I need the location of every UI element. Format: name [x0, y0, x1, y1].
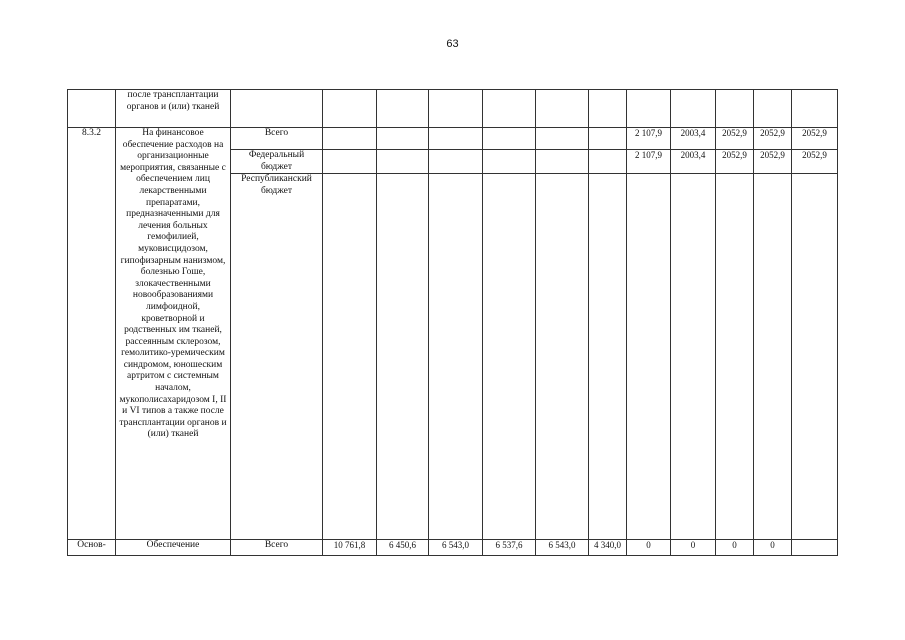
cell-value [323, 128, 377, 150]
cell-value [671, 174, 716, 540]
cell-name: после трансплантации органов и (или) тканей [116, 90, 231, 128]
cell-value: 2052,9 [754, 150, 792, 174]
cell-num [68, 90, 116, 128]
cell-value [483, 128, 536, 150]
cell-value [323, 174, 377, 540]
cell-value: 0 [716, 540, 754, 556]
cell-source: Всего [231, 540, 323, 556]
cell-value [377, 150, 429, 174]
cell-value: 2003,4 [671, 150, 716, 174]
cell-value [589, 174, 627, 540]
cell-value: 0 [671, 540, 716, 556]
cell-value: 2 107,9 [627, 150, 671, 174]
cell-value [429, 90, 483, 128]
cell-value: 0 [754, 540, 792, 556]
cell-num: 8.3.2 [68, 128, 116, 540]
cell-value: 6 450,6 [377, 540, 429, 556]
cell-value [483, 174, 536, 540]
cell-source: Республиканский бюджет [231, 174, 323, 540]
cell-value [377, 128, 429, 150]
cell-value [671, 90, 716, 128]
cell-value [429, 174, 483, 540]
cell-value [792, 174, 838, 540]
cell-source: Всего [231, 128, 323, 150]
cell-value [429, 128, 483, 150]
cell-value: 4 340,0 [589, 540, 627, 556]
table-row-832-total [68, 128, 838, 150]
cell-value [716, 90, 754, 128]
budget-table [67, 89, 838, 556]
cell-value [323, 150, 377, 174]
cell-source: Федеральный бюджет [231, 150, 323, 174]
cell-value [589, 90, 627, 128]
cell-value: 2052,9 [792, 128, 838, 150]
cell-name: На финансовое обеспечение расходов на организационные мероприятия, связанные с обеспечением лиц лекарственными препаратами, предназначенными для лечения больных гемофилией, муковисцидозом, гипофизарным нанизмом, болезнью Гоше, злокачественными новообразованиями лимфоидной, кроветворной и родственных им тканей, рассеянным склерозом, гемолитико-уремическим синдромом, юношеским артритом с системным началом, мукополисахаридозом I, II и VI типов а также после трансплантации органов и (или) тканей [116, 128, 231, 540]
table-row-main [68, 540, 838, 556]
cell-value [754, 90, 792, 128]
cell-value [627, 90, 671, 128]
cell-value [483, 150, 536, 174]
cell-value: 6 543,0 [536, 540, 589, 556]
cell-value [792, 540, 838, 556]
cell-value [323, 90, 377, 128]
cell-value [536, 90, 589, 128]
cell-value [754, 174, 792, 540]
cell-value: 6 537,6 [483, 540, 536, 556]
cell-name: Обеспечение [116, 540, 231, 556]
cell-value [536, 150, 589, 174]
cell-value: 2 107,9 [627, 128, 671, 150]
cell-num: Основ- [68, 540, 116, 556]
table-row-continuation [68, 90, 838, 128]
page-number: 63 [446, 38, 459, 50]
cell-value: 6 543,0 [429, 540, 483, 556]
cell-value: 2052,9 [716, 150, 754, 174]
cell-value [716, 174, 754, 540]
cell-value [536, 128, 589, 150]
cell-value: 0 [627, 540, 671, 556]
cell-value: 2052,9 [716, 128, 754, 150]
cell-value [792, 90, 838, 128]
cell-value [589, 150, 627, 174]
cell-value: 2003,4 [671, 128, 716, 150]
cell-source [231, 90, 323, 128]
cell-value [536, 174, 589, 540]
cell-value: 2052,9 [792, 150, 838, 174]
cell-value: 10 761,8 [323, 540, 377, 556]
cell-value [627, 174, 671, 540]
cell-value [483, 90, 536, 128]
cell-value [377, 174, 429, 540]
cell-value [589, 128, 627, 150]
cell-value [377, 90, 429, 128]
cell-value [429, 150, 483, 174]
cell-value: 2052,9 [754, 128, 792, 150]
